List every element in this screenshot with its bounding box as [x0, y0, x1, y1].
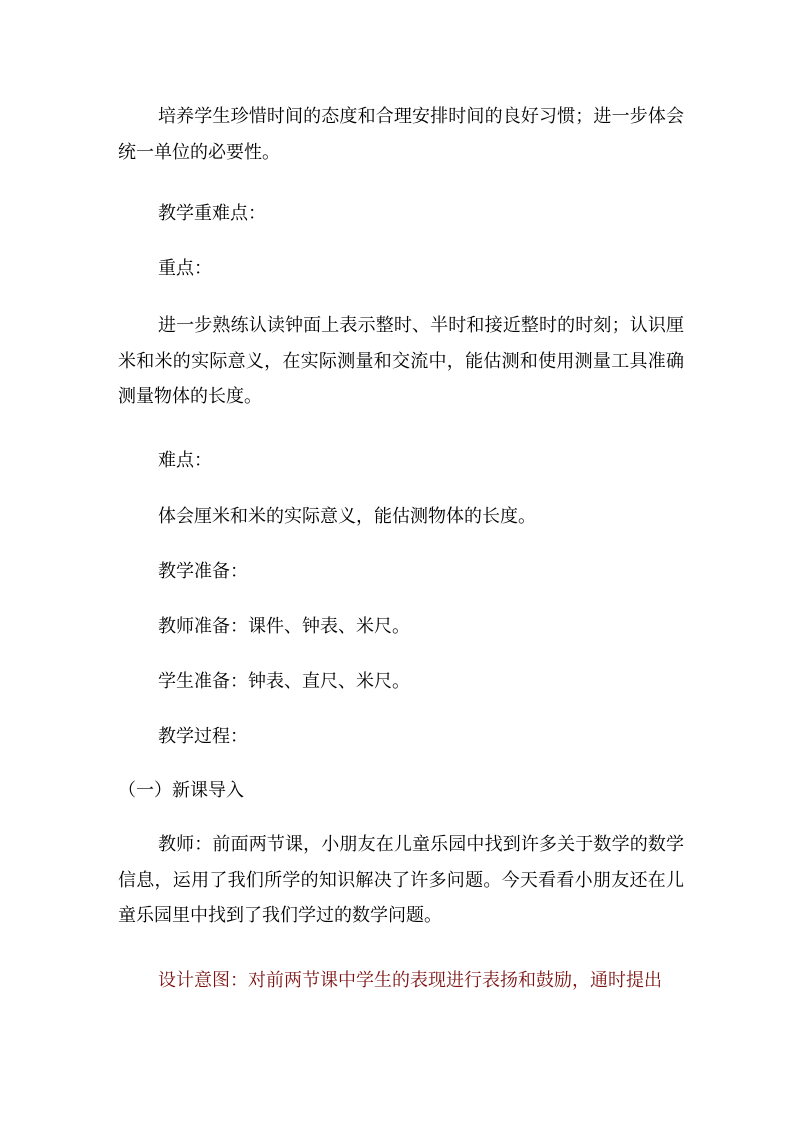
- heading-preparation: 教学准备：: [158, 561, 248, 582]
- heading-key-points: 重点：: [158, 258, 212, 279]
- paragraph-teacher-preparation: 教师准备：课件、钟表、米尺。: [158, 616, 410, 637]
- heading-key-difficult-points: 教学重难点：: [158, 203, 266, 224]
- paragraph-design-intent: 设计意图：对前两节课中学生的表现进行表扬和鼓励，通时提出: [158, 970, 662, 991]
- paragraph-student-preparation: 学生准备：钟表、直尺、米尺。: [158, 671, 410, 692]
- heading-difficult-points: 难点：: [158, 450, 212, 471]
- paragraph-key-points: 进一步熟练认读钟面上表示整时、半时和接近整时的时刻；认识厘米和米的实际意义，在实际测量和交流中，能估测和使用测量工具准确测量物体的长度。: [118, 315, 684, 407]
- heading-teaching-process: 教学过程：: [158, 726, 248, 747]
- paragraph-habits: 培养学生珍惜时间的态度和合理安排时间的良好习惯；进一步体会统一单位的必要性。: [118, 106, 684, 163]
- heading-section-one: （一）新课导入: [118, 780, 244, 801]
- paragraph-teacher-intro: 教师：前面两节课，小朋友在儿童乐园中找到许多关于数学的数学信息，运用了我们所学的知识解决了许多问题。今天看看小朋友还在儿童乐园里中找到了我们学过的数学问题。: [118, 834, 684, 926]
- paragraph-difficult-points: 体会厘米和米的实际意义，能估测物体的长度。: [158, 506, 536, 527]
